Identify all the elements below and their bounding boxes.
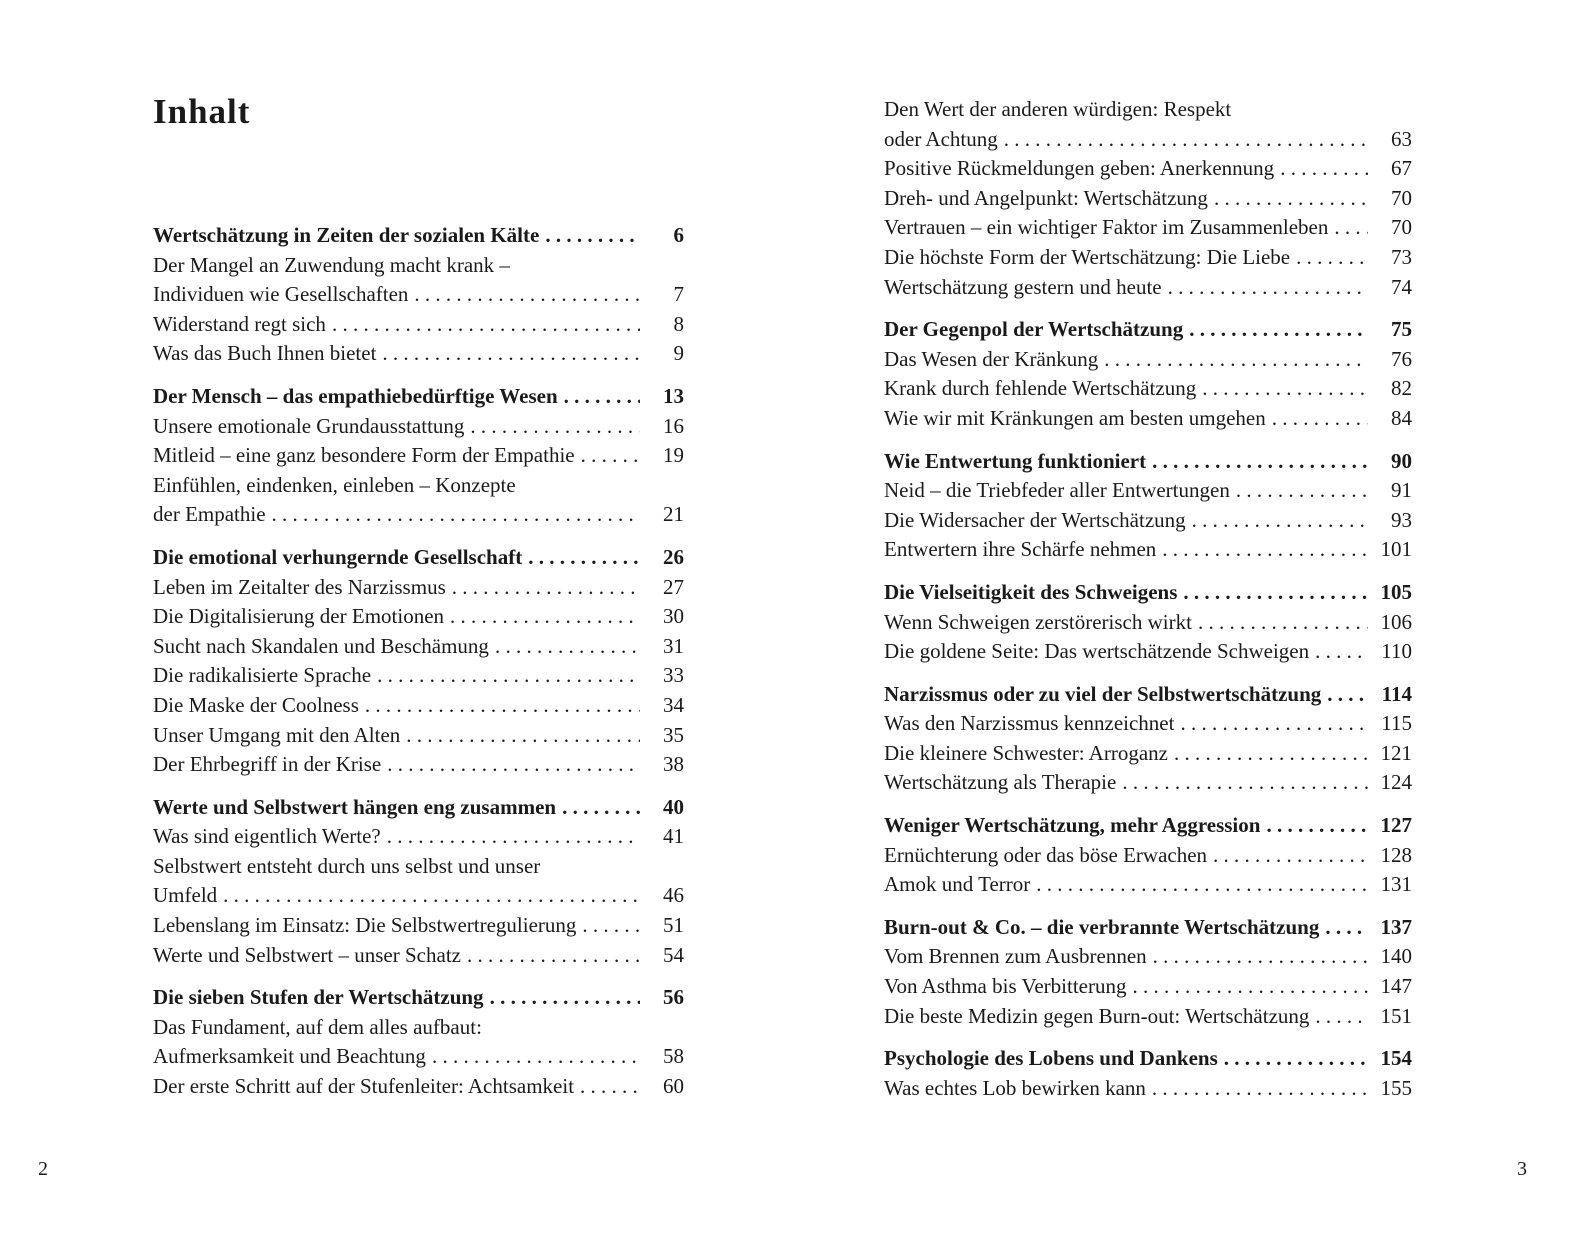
dot-leader [387, 822, 640, 852]
toc-chapter[interactable] [884, 315, 1412, 345]
toc-section [153, 382, 684, 530]
toc-entry-line [153, 750, 684, 780]
toc-title: Umfeld [153, 883, 218, 908]
toc-title: Was den Narzissmus kennzeichnet [884, 711, 1175, 736]
toc-title: Die Digitalisierung der Emotionen [153, 604, 445, 629]
toc-title: Weniger Wertschätzung, mehr Aggression [884, 813, 1261, 838]
toc-entry[interactable] [884, 972, 1412, 1002]
toc-entry-line [153, 412, 684, 442]
dot-leader [467, 941, 640, 971]
toc-entry-line [153, 911, 684, 941]
toc-title: Die höchste Form der Wertschätzung: Die Liebe [884, 244, 1291, 269]
toc-entry[interactable] [884, 95, 1412, 154]
toc-entry[interactable] [153, 911, 684, 941]
toc-entry-line [153, 280, 684, 310]
toc-title: Der erste Schritt auf der Stufenleiter: Achtsamkeit [153, 1074, 575, 1099]
toc-entry[interactable] [884, 374, 1412, 404]
toc-page-number: 147 [1380, 974, 1412, 999]
toc-entry-line [153, 721, 684, 751]
page-title: Inhalt [153, 92, 251, 131]
dot-leader [582, 911, 640, 941]
toc-entry[interactable] [153, 471, 684, 530]
toc-page-number: 90 [1391, 448, 1412, 473]
toc-entry[interactable] [884, 608, 1412, 638]
toc-entry[interactable] [153, 251, 684, 310]
toc-title: Was sind eigentlich Werte? [153, 824, 381, 849]
dot-leader [382, 339, 640, 369]
toc-entry[interactable] [884, 154, 1412, 184]
dot-leader [1213, 841, 1368, 871]
toc-section [153, 221, 684, 369]
toc-page-number: 91 [1391, 478, 1412, 503]
dot-leader [223, 881, 640, 911]
toc-title: Lebenslang im Einsatz: Die Selbstwertregulierung [153, 913, 577, 938]
toc-entry-line [153, 691, 684, 721]
dot-leader [1004, 125, 1368, 155]
toc-page-number: 54 [663, 942, 684, 967]
toc-title: Dreh- und Angelpunkt: Wertschätzung [884, 185, 1208, 210]
toc-right-column [884, 95, 1412, 1116]
toc-page-number: 105 [1380, 579, 1412, 604]
dot-leader [490, 983, 640, 1013]
toc-chapter[interactable] [884, 578, 1412, 608]
toc-left-column [153, 221, 684, 1115]
dot-leader [1162, 535, 1368, 565]
dot-leader [1272, 404, 1368, 434]
toc-entry[interactable] [153, 632, 684, 662]
toc-title: Werte und Selbstwert hängen eng zusammen [153, 794, 557, 819]
dot-leader [1104, 345, 1368, 375]
toc-entry-line [153, 1072, 684, 1102]
toc-chapter[interactable] [884, 811, 1412, 841]
toc-title: Wertschätzung als Therapie [884, 770, 1117, 795]
toc-section [884, 447, 1412, 565]
toc-entry[interactable] [153, 441, 684, 471]
toc-entry-line [884, 841, 1412, 871]
toc-entry-line [884, 1074, 1412, 1104]
dot-leader [452, 573, 640, 603]
toc-title: Wie wir mit Kränkungen am besten umgehen [884, 405, 1266, 430]
toc-title: Die sieben Stufen der Wertschätzung [153, 985, 484, 1010]
dot-leader [1236, 476, 1368, 506]
toc-entry[interactable] [884, 506, 1412, 536]
toc-entry[interactable] [884, 213, 1412, 243]
toc-title: Ernüchterung oder das böse Erwachen [884, 842, 1208, 867]
toc-title: Wie Entwertung funktioniert [884, 448, 1147, 473]
toc-page-number: 13 [663, 383, 684, 408]
toc-entry-line: Selbstwert entsteht durch uns selbst und unser [153, 853, 541, 878]
toc-page-number: 127 [1380, 813, 1412, 838]
toc-title: Werte und Selbstwert – unser Schatz [153, 942, 461, 967]
dot-leader [1280, 154, 1368, 184]
toc-entry[interactable] [884, 942, 1412, 972]
toc-title: Positive Rückmeldungen geben: Anerkennung [884, 156, 1275, 181]
toc-title: Sucht nach Skandalen und Beschämung [153, 633, 489, 658]
toc-page-number: 21 [663, 502, 684, 527]
toc-page-number: 38 [663, 752, 684, 777]
toc-page-number: 137 [1380, 914, 1412, 939]
dot-leader [1183, 578, 1368, 608]
toc-entry[interactable] [153, 941, 684, 971]
toc-page-number: 110 [1381, 639, 1412, 664]
toc-chapter[interactable] [153, 983, 684, 1013]
toc-page-number: 8 [673, 311, 684, 336]
toc-entry-line [884, 709, 1412, 739]
toc-section [884, 811, 1412, 900]
dot-leader [470, 412, 640, 442]
toc-entry[interactable] [884, 768, 1412, 798]
toc-section [884, 95, 1412, 302]
toc-title: Amok und Terror [884, 872, 1031, 897]
toc-title: Wenn Schweigen zerstörerisch wirkt [884, 609, 1192, 634]
toc-entry-line [884, 1002, 1412, 1032]
toc-title: Die kleinere Schwester: Arroganz [884, 740, 1168, 765]
toc-page-number: 73 [1391, 244, 1412, 269]
dot-leader [495, 632, 640, 662]
toc-page-number: 27 [663, 574, 684, 599]
dot-leader [1315, 637, 1368, 667]
toc-chapter[interactable] [884, 680, 1412, 710]
toc-chapter[interactable] [884, 447, 1412, 477]
dot-leader [1153, 942, 1368, 972]
toc-entry-line: Das Fundament, auf dem alles aufbaut: [153, 1014, 482, 1039]
toc-entry-line [884, 243, 1412, 273]
toc-entry[interactable] [153, 339, 684, 369]
toc-entry-line [884, 404, 1412, 434]
toc-page-number: 46 [663, 883, 684, 908]
toc-entry-line [884, 870, 1412, 900]
toc-entry-line [153, 441, 684, 471]
toc-page-number: 93 [1391, 507, 1412, 532]
toc-page-number: 74 [1391, 274, 1412, 299]
toc-page-number: 101 [1380, 537, 1412, 562]
toc-chapter[interactable] [153, 793, 684, 823]
dot-leader [432, 1042, 640, 1072]
dot-leader [545, 221, 640, 251]
toc-page-number: 67 [1391, 156, 1412, 181]
toc-page-number: 30 [663, 604, 684, 629]
toc-page-number: 155 [1380, 1075, 1412, 1100]
toc-entry[interactable] [884, 637, 1412, 667]
toc-entry-line [884, 608, 1412, 638]
toc-page-number: 41 [663, 824, 684, 849]
toc-title: Wertschätzung in Zeiten der sozialen Kälte [153, 223, 540, 247]
toc-title: der Empathie [153, 502, 266, 527]
toc-page-number: 70 [1391, 215, 1412, 240]
left-page-number: 2 [38, 1158, 48, 1180]
toc-entry-line: Einfühlen, eindenken, einleben – Konzepte [153, 472, 516, 497]
toc-page-number: 75 [1391, 317, 1412, 342]
toc-page-number: 84 [1391, 405, 1412, 430]
toc-title: Psychologie des Lobens und Dankens [884, 1046, 1218, 1071]
toc-page-number: 63 [1391, 126, 1412, 151]
toc-title: Die goldene Seite: Das wertschätzende Schweigen [884, 639, 1310, 664]
toc-entry-line [153, 573, 684, 603]
toc-entry[interactable] [153, 412, 684, 442]
toc-section [884, 578, 1412, 667]
dot-leader [1315, 1002, 1368, 1032]
toc-title: Was echtes Lob bewirken kann [884, 1075, 1146, 1100]
toc-page-number: 35 [663, 722, 684, 747]
toc-entry-line [884, 535, 1412, 565]
toc-entry-line [884, 374, 1412, 404]
toc-page-number: 131 [1380, 872, 1412, 897]
toc-entry-line [884, 768, 1412, 798]
toc-title: Die Vielseitigkeit des Schweigens [884, 579, 1178, 604]
toc-entry-line [884, 942, 1412, 972]
toc-page-number: 121 [1380, 740, 1412, 765]
toc-entry[interactable] [153, 1072, 684, 1102]
dot-leader [1168, 273, 1368, 303]
toc-entry[interactable] [884, 1002, 1412, 1032]
toc-entry-line [153, 941, 684, 971]
toc-entry[interactable] [153, 1013, 684, 1072]
toc-title: Narzissmus oder zu viel der Selbstwertschätzung [884, 681, 1322, 706]
toc-page-number: 151 [1380, 1003, 1412, 1028]
toc-title: Entwertern ihre Schärfe nehmen [884, 537, 1157, 562]
dot-leader [1266, 811, 1368, 841]
toc-title: Die beste Medizin gegen Burn-out: Wertschätzung [884, 1003, 1310, 1028]
dot-leader [414, 280, 640, 310]
toc-entry-line [153, 822, 684, 852]
toc-page-number: 19 [663, 443, 684, 468]
dot-leader [1214, 184, 1368, 214]
toc-entry-line [884, 972, 1412, 1002]
right-page-number: 3 [1517, 1158, 1527, 1180]
toc-title: Burn-out & Co. – die verbrannte Wertschätzung [884, 914, 1320, 939]
toc-page-number: 128 [1380, 842, 1412, 867]
toc-title: Die radikalisierte Sprache [153, 663, 372, 688]
toc-chapter[interactable] [153, 221, 684, 251]
toc-page-number: 6 [673, 223, 684, 247]
toc-title: Aufmerksamkeit und Beachtung [153, 1044, 426, 1069]
toc-page-number: 33 [663, 663, 684, 688]
toc-entry[interactable] [884, 1074, 1412, 1104]
toc-page-number: 31 [663, 633, 684, 658]
toc-entry-line [153, 602, 684, 632]
toc-entry[interactable] [153, 661, 684, 691]
toc-title: Individuen wie Gesellschaften [153, 282, 409, 307]
toc-entry-line [153, 339, 684, 369]
toc-title: Die Maske der Coolness [153, 692, 359, 717]
toc-entry[interactable] [884, 709, 1412, 739]
toc-entry[interactable] [153, 750, 684, 780]
toc-entry-line [884, 739, 1412, 769]
toc-page-number: 26 [663, 544, 684, 569]
toc-entry-line [884, 125, 1412, 155]
dot-leader [272, 500, 640, 530]
toc-entry[interactable] [884, 404, 1412, 434]
toc-entry[interactable] [884, 345, 1412, 375]
dot-leader [1296, 243, 1368, 273]
toc-entry[interactable] [153, 310, 684, 340]
dot-leader [580, 1072, 640, 1102]
toc-page-number: 51 [663, 913, 684, 938]
toc-title: Leben im Zeitalter des Narzissmus [153, 574, 446, 599]
toc-title: Die Widersacher der Wertschätzung [884, 507, 1186, 532]
toc-entry[interactable] [153, 852, 684, 911]
dot-leader [1152, 447, 1368, 477]
toc-entry[interactable] [884, 841, 1412, 871]
toc-entry[interactable] [153, 573, 684, 603]
toc-title: Mitleid – eine ganz besondere Form der Empathie [153, 443, 575, 468]
dot-leader [1202, 374, 1368, 404]
toc-entry-line: Der Mangel an Zuwendung macht krank – [153, 252, 510, 277]
dot-leader [564, 382, 640, 412]
toc-page-number: 34 [663, 692, 684, 717]
dot-leader [1192, 506, 1368, 536]
toc-entry-line [884, 273, 1412, 303]
dot-leader [1327, 680, 1368, 710]
toc-entry[interactable] [884, 243, 1412, 273]
dot-leader [562, 793, 640, 823]
toc-page-number: 114 [1381, 681, 1412, 706]
toc-title: Der Gegenpol der Wertschätzung [884, 317, 1184, 342]
toc-entry[interactable] [153, 602, 684, 632]
toc-entry[interactable] [153, 721, 684, 751]
dot-leader [1334, 213, 1368, 243]
dot-leader [377, 661, 640, 691]
toc-title: Widerstand regt sich [153, 311, 326, 336]
dot-leader [528, 543, 640, 573]
toc-page-number: 70 [1391, 185, 1412, 210]
toc-title: Die emotional verhungernde Gesellschaft [153, 544, 523, 569]
toc-page-number: 115 [1381, 711, 1412, 736]
toc-section [884, 913, 1412, 1031]
toc-section [884, 680, 1412, 798]
toc-section [884, 315, 1412, 433]
toc-title: Der Mensch – das empathiebedürftige Wesen [153, 383, 558, 408]
toc-title: Neid – die Triebfeder aller Entwertungen [884, 478, 1230, 503]
toc-entry-line [153, 1042, 684, 1072]
toc-page-number: 7 [673, 282, 684, 307]
toc-section [153, 793, 684, 971]
dot-leader [1198, 608, 1368, 638]
toc-page-number: 124 [1380, 770, 1412, 795]
dot-leader [1189, 315, 1368, 345]
dot-leader [365, 691, 640, 721]
toc-page-number: 140 [1380, 944, 1412, 969]
dot-leader [1174, 739, 1368, 769]
dot-leader [1152, 1074, 1368, 1104]
toc-entry-line [884, 213, 1412, 243]
dot-leader [1224, 1044, 1368, 1074]
dot-leader [1180, 709, 1368, 739]
toc-chapter[interactable] [884, 913, 1412, 943]
toc-entry-line [884, 154, 1412, 184]
toc-title: Vertrauen – ein wichtiger Faktor im Zusammenleben [884, 215, 1329, 240]
toc-chapter[interactable] [884, 1044, 1412, 1074]
toc-page-number: 58 [663, 1044, 684, 1069]
toc-page-number: 40 [663, 794, 684, 819]
toc-entry[interactable] [884, 184, 1412, 214]
toc-page-number: 154 [1380, 1046, 1412, 1071]
toc-section [153, 543, 684, 780]
toc-entry[interactable] [884, 535, 1412, 565]
toc-page-number: 60 [663, 1074, 684, 1099]
toc-entry-line [153, 632, 684, 662]
toc-page-number: 76 [1391, 346, 1412, 371]
toc-entry-line [153, 661, 684, 691]
toc-entry-line [884, 506, 1412, 536]
toc-title: Krank durch fehlende Wertschätzung [884, 376, 1197, 401]
dot-leader [1036, 870, 1368, 900]
dot-leader [1325, 913, 1368, 943]
dot-leader [450, 602, 640, 632]
toc-entry[interactable] [153, 691, 684, 721]
dot-leader [406, 721, 640, 751]
toc-title: Unser Umgang mit den Alten [153, 722, 401, 747]
toc-page-number: 82 [1391, 376, 1412, 401]
toc-entry-line [884, 345, 1412, 375]
toc-page-number: 9 [673, 341, 684, 366]
toc-entry[interactable] [884, 739, 1412, 769]
toc-page-number: 56 [663, 985, 684, 1010]
toc-entry-line [153, 500, 684, 530]
dot-leader [1122, 768, 1368, 798]
toc-entry[interactable] [884, 476, 1412, 506]
right-page [797, 0, 1594, 1240]
toc-entry-line [153, 310, 684, 340]
toc-entry[interactable] [884, 870, 1412, 900]
toc-section [153, 983, 684, 1101]
toc-title: Was das Buch Ihnen bietet [153, 341, 377, 366]
toc-section [884, 1044, 1412, 1103]
toc-chapter[interactable] [153, 382, 684, 412]
toc-entry[interactable] [884, 273, 1412, 303]
toc-title: oder Achtung [884, 126, 998, 151]
toc-entry-line [153, 881, 684, 911]
dot-leader [332, 310, 640, 340]
toc-title: Unsere emotionale Grundausstattung [153, 413, 465, 438]
toc-title: Wertschätzung gestern und heute [884, 274, 1162, 299]
toc-title: Vom Brennen zum Ausbrennen [884, 944, 1147, 969]
toc-title: Das Wesen der Kränkung [884, 346, 1099, 371]
toc-entry-line [884, 637, 1412, 667]
toc-entry-line: Den Wert der anderen würdigen: Respekt [884, 97, 1232, 121]
toc-page-number: 106 [1380, 609, 1412, 634]
dot-leader [1132, 972, 1368, 1002]
toc-entry-line [884, 184, 1412, 214]
toc-entry-line [884, 476, 1412, 506]
toc-page-number: 16 [663, 413, 684, 438]
toc-title: Von Asthma bis Verbitterung [884, 974, 1127, 999]
dot-leader [387, 750, 640, 780]
toc-chapter[interactable] [153, 543, 684, 573]
toc-title: Der Ehrbegriff in der Krise [153, 752, 382, 777]
toc-entry[interactable] [153, 822, 684, 852]
dot-leader [581, 441, 640, 471]
